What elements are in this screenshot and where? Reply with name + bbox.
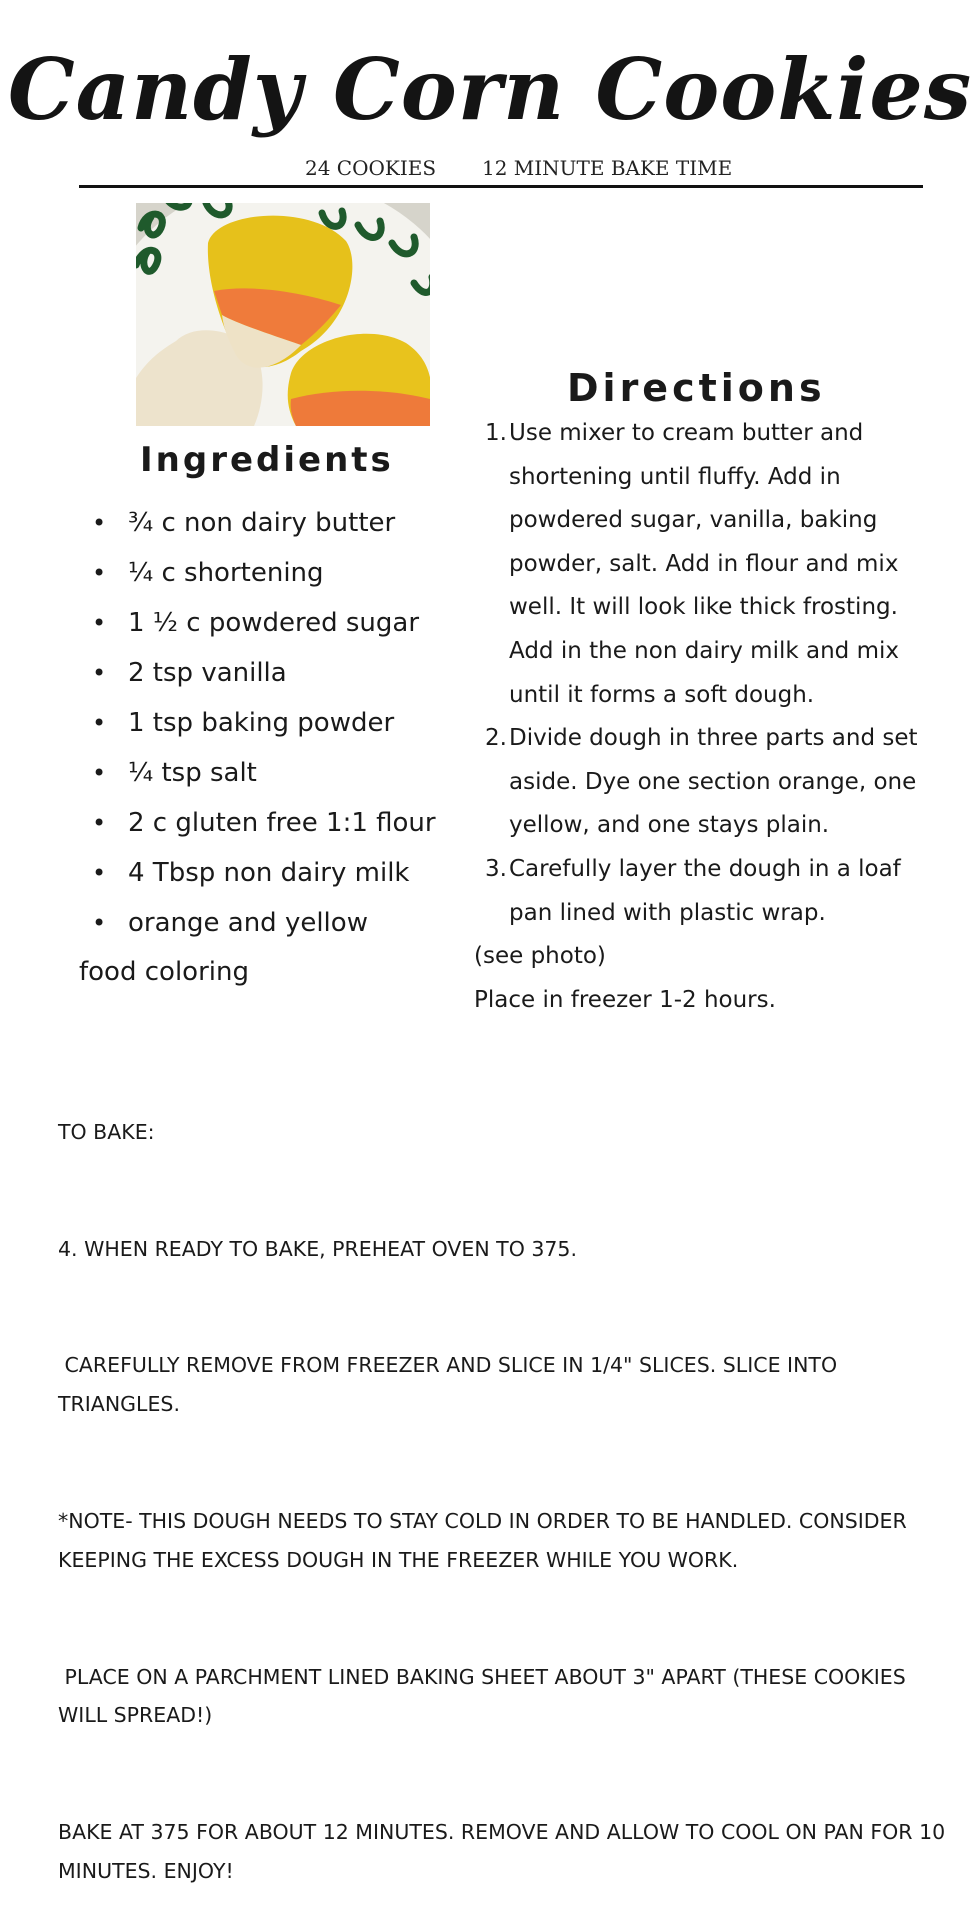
direction-step bbox=[474, 412, 934, 717]
bake-line: BAKE AT 375 FOR ABOUT 12 MINUTES. REMOVE AND ALLOW TO COOL ON PAN FOR 10 MINUTES. ENJOY! bbox=[58, 1820, 952, 1884]
to-bake-heading: TO BAKE: bbox=[58, 1119, 155, 1144]
directions-heading: Directions bbox=[567, 366, 826, 410]
yield-text: 24 COOKIES bbox=[305, 156, 437, 180]
to-bake-section bbox=[58, 1035, 953, 1930]
ingredients-heading: Ingredients bbox=[140, 440, 394, 480]
list-item: • orange and yellow bbox=[92, 903, 436, 953]
step-text: Carefully layer the dough in a loaf pan lined with plastic wrap. bbox=[509, 855, 901, 926]
direction-step bbox=[474, 848, 934, 935]
list-item: • ¾ c non dairy butter bbox=[92, 503, 436, 553]
bake-line: 4. WHEN READY TO BAKE, PREHEAT OVEN TO 375. bbox=[58, 1236, 577, 1261]
list-item: • 4 Tbsp non dairy milk bbox=[92, 853, 436, 903]
list-item: • 1 ½ c powdered sugar bbox=[92, 603, 436, 653]
step-text: Divide dough in three parts and set aside. Dye one section orange, one yellow, and one stays plain. bbox=[509, 725, 918, 839]
list-item: • ¼ c shortening bbox=[92, 553, 436, 603]
cookie-photo bbox=[136, 203, 430, 426]
directions-notes bbox=[474, 935, 776, 1022]
bake-line: PLACE ON A PARCHMENT LINED BAKING SHEET ABOUT 3" APART (THESE COOKIES WILL SPREAD!) bbox=[58, 1664, 913, 1728]
list-item: • 2 c gluten free 1:1 flour bbox=[92, 803, 436, 853]
ingredients-list bbox=[92, 503, 436, 953]
directions-list bbox=[474, 412, 934, 935]
bake-line: CAREFULLY REMOVE FROM FREEZER AND SLICE IN 1/4" SLICES. SLICE INTO TRIANGLES. bbox=[58, 1353, 844, 1417]
step-number: 3. bbox=[485, 855, 507, 882]
list-item: • 2 tsp vanilla bbox=[92, 653, 436, 703]
bake-time-text: 12 MINUTE BAKE TIME bbox=[482, 156, 733, 180]
freezer-note: Place in freezer 1-2 hours. bbox=[474, 986, 776, 1013]
bake-note: *NOTE- THIS DOUGH NEEDS TO STAY COLD IN ORDER TO BE HANDLED. CONSIDER KEEPING THE EXCESS DOUGH IN THE FREEZER WHILE YOU WORK. bbox=[58, 1508, 914, 1572]
step-text: Use mixer to cream butter and shortening until fluffy. Add in powdered sugar, vanilla, baking powder, salt. Add in flour and mix well. It will look like thick frosting. Add in the non dairy milk and mix until it forms a soft dough. bbox=[509, 420, 899, 708]
direction-step bbox=[474, 717, 934, 848]
see-photo-note: (see photo) bbox=[474, 943, 606, 969]
list-item: • ¼ tsp salt bbox=[92, 753, 436, 803]
list-item: • 1 tsp baking powder bbox=[92, 703, 436, 753]
ingredient-continuation: food coloring bbox=[79, 957, 249, 987]
title-divider bbox=[79, 185, 923, 188]
step-number: 1. bbox=[485, 420, 507, 446]
step-number: 2. bbox=[485, 725, 507, 752]
recipe-title: Candy Corn Cookies bbox=[7, 40, 973, 139]
